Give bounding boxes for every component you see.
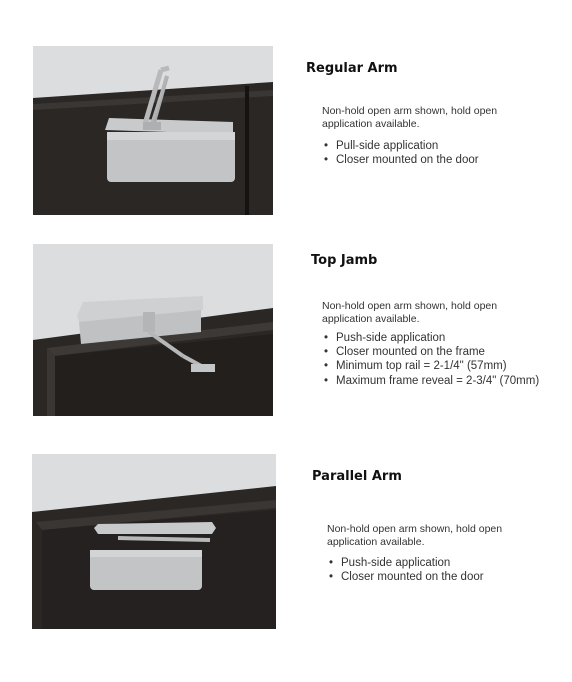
bullet-icon: • bbox=[324, 346, 329, 359]
parallel-arm-photo bbox=[32, 454, 276, 629]
bullet-icon: • bbox=[329, 571, 334, 584]
section-description: Non-hold open arm shown, hold open application available. bbox=[327, 523, 503, 548]
list-item-text: Pull-side application bbox=[336, 140, 439, 152]
list-item-text: Closer mounted on the door bbox=[336, 154, 479, 167]
list-item bbox=[322, 331, 539, 345]
bullet-icon: • bbox=[324, 154, 329, 167]
list-item-text: Closer mounted on the door bbox=[341, 571, 484, 584]
regular-arm-photo bbox=[33, 46, 273, 215]
list-item bbox=[327, 556, 484, 570]
feature-list bbox=[322, 139, 479, 167]
list-item bbox=[322, 139, 479, 153]
bullet-icon: • bbox=[324, 374, 329, 387]
list-item-text: Minimum top rail = 2-1/4" (57mm) bbox=[336, 360, 507, 373]
list-item bbox=[322, 153, 479, 167]
list-item-text: Push-side application bbox=[341, 557, 451, 569]
top-jamb-photo bbox=[33, 244, 273, 416]
section-title: Parallel Arm bbox=[312, 469, 402, 484]
feature-list bbox=[322, 331, 539, 388]
section-description: Non-hold open arm shown, hold open application available. bbox=[322, 300, 498, 325]
bullet-icon: • bbox=[324, 360, 329, 373]
section-title: Top Jamb bbox=[311, 253, 378, 268]
section-title: Regular Arm bbox=[306, 61, 398, 76]
list-item bbox=[322, 359, 539, 373]
bullet-icon: • bbox=[329, 557, 334, 569]
feature-list bbox=[327, 556, 484, 584]
list-item-text: Closer mounted on the frame bbox=[336, 346, 485, 359]
bullet-icon: • bbox=[324, 140, 329, 152]
list-item bbox=[327, 570, 484, 584]
list-item-text: Maximum frame reveal = 2-3/4" (70mm) bbox=[336, 374, 540, 387]
list-item-text: Push-side application bbox=[336, 332, 446, 344]
list-item bbox=[322, 345, 539, 359]
bullet-icon: • bbox=[324, 332, 329, 344]
list-item bbox=[322, 374, 539, 388]
section-description: Non-hold open arm shown, hold open application available. bbox=[322, 105, 498, 130]
